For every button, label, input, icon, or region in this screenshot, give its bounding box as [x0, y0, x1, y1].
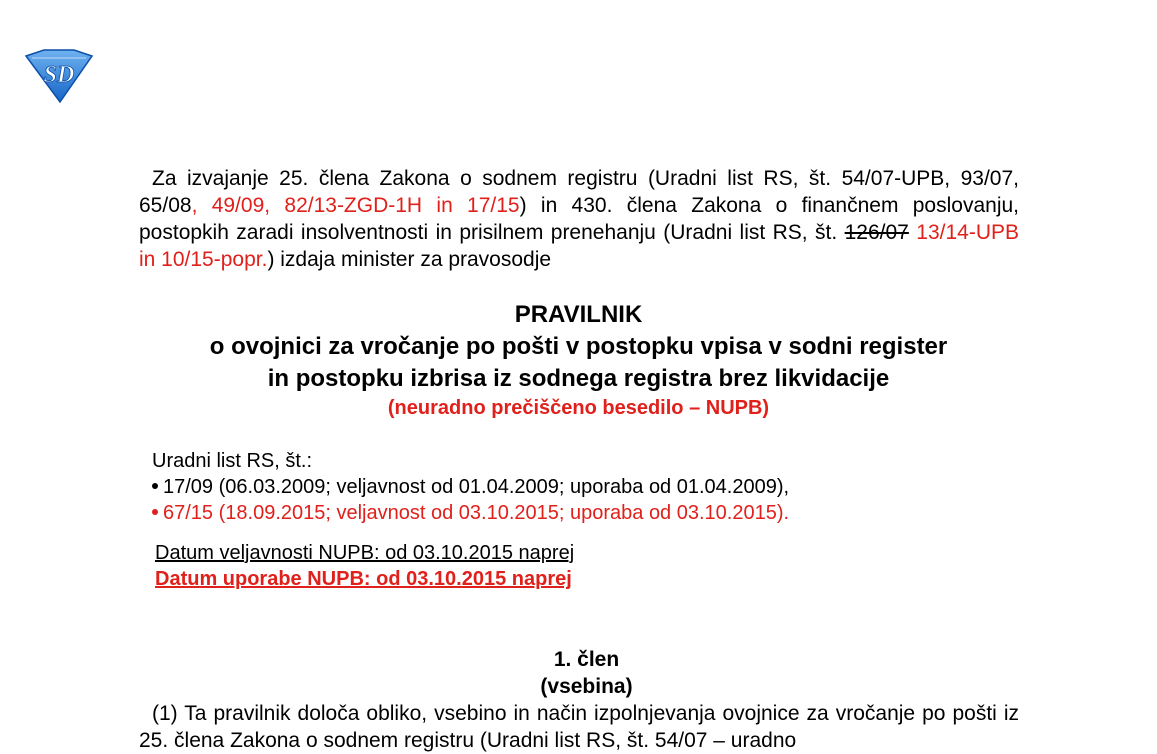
article-number: 1. člen [553, 648, 620, 671]
intro-paragraph [139, 165, 1019, 273]
intro-amendments-red: , 49/09, 82/13-ZGD-1H in 17/15 [191, 194, 520, 217]
intro-text-3: ) izdaja minister za pravosodje [267, 248, 552, 271]
validity-date: Datum veljavnosti NUPB: od 03.10.2015 naprej [155, 542, 575, 564]
svg-text:SD: SD [43, 62, 75, 88]
court-logo [22, 48, 96, 104]
intro-struck-ref: 126/07 [844, 221, 909, 244]
article-heading: (vsebina) [540, 675, 633, 698]
document-title: PRAVILNIK [514, 301, 643, 328]
bullet-icon [152, 509, 158, 515]
document-subtitle-1: o ovojnici za vročanje po pošti v postopku vpisa v sodni register [209, 333, 948, 360]
gazette-item: 67/15 (18.09.2015; veljavnost od 03.10.2015; uporaba od 03.10.2015). [152, 500, 789, 526]
unofficial-consolidation-note: (neuradno prečiščeno besedilo – NUPB) [387, 397, 770, 419]
intro-new-ref-red: 13/14-UPB in 10/15-popr. [139, 221, 1019, 271]
intro-text-1: Za izvajanje 25. člena Zakona o sodnem registru (Uradni list RS, št. 54/07-UPB, 93/07, 65/08 [139, 167, 1019, 217]
document-subtitle-2: in postopku izbrisa iz sodnega registra brez likvidacije [267, 365, 890, 392]
bullet-icon [152, 483, 158, 489]
gazette-heading: Uradni list RS, št.: [152, 450, 313, 472]
application-date: Datum uporabe NUPB: od 03.10.2015 naprej [155, 568, 572, 590]
gazette-item: 17/09 (06.03.2009; veljavnost od 01.04.2009; uporaba od 01.04.2009), [152, 474, 789, 500]
article-paragraph: (1) Ta pravilnik določa obliko, vsebino in način izpolnjevanja ovojnice za vročanje po pošti iz 25. člena Zakona o sodnem registru (Uradni list RS, št. 54/07 – uradno [139, 702, 1019, 752]
intro-text-2: ) in 430. člena Zakona o finančnem poslovanju, postopkih zaradi insolventnosti in prisilnem prenehanju (Uradni list RS, št. [139, 194, 1019, 244]
